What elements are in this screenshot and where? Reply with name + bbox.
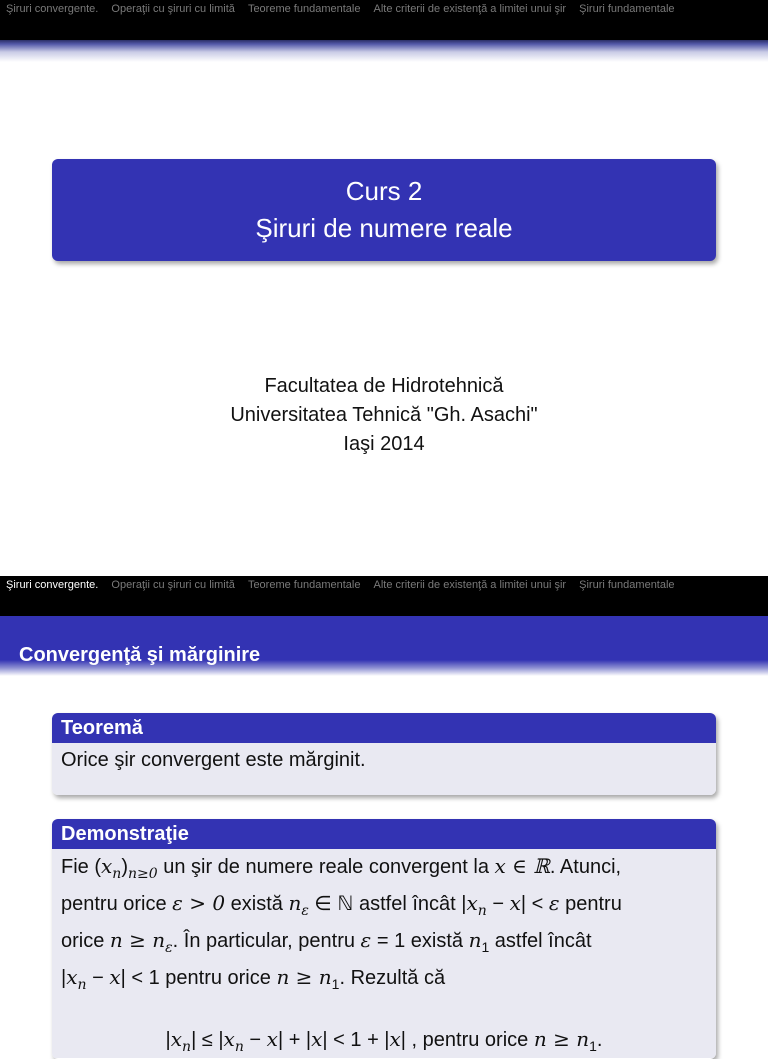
proof-text: − — [86, 967, 110, 989]
faculty-name: Facultatea de Hidrotehnică — [264, 375, 504, 397]
proof-text: un şir de numere reale convergent la — [157, 856, 495, 878]
nav-item-teoreme[interactable]: Teoreme fundamentale — [247, 579, 361, 591]
theorem-body: Orice şir convergent este mărginit. — [52, 743, 716, 795]
proof-body — [52, 849, 716, 1058]
proof-text: există — [225, 893, 289, 915]
math-n: n ≥ n — [109, 928, 166, 952]
nav-item-siruri-fundamentale[interactable]: Şiruri fundamentale — [579, 3, 675, 15]
proof-formula — [61, 1025, 707, 1059]
math-epsilon: ε — [548, 891, 560, 915]
title-box — [52, 159, 716, 261]
math-sub: 1 — [589, 1038, 597, 1054]
frame-title: Convergenţă şi mărginire — [19, 644, 261, 666]
nav-item-siruri-fundamentale[interactable]: Şiruri fundamentale — [579, 579, 675, 591]
proof-text: = 1 există — [371, 930, 469, 952]
proof-text: | < 1 pentru orice — [120, 967, 277, 989]
math-x: x — [223, 1027, 235, 1051]
nav-item-operatii[interactable]: Operaţii cu şiruri cu limită — [111, 579, 235, 591]
math-sub: n — [477, 903, 487, 919]
math-x-in-r: x ∈ ℝ — [494, 854, 550, 878]
math-n: n ≥ n — [276, 965, 332, 989]
nav-item-siruri-convergente[interactable]: Şiruri convergente. — [6, 3, 99, 15]
proof-text: . Rezultă că — [339, 967, 446, 989]
proof-title: Demonstraţie — [52, 819, 716, 849]
proof-text: | < — [520, 893, 549, 915]
proof-line-4 — [61, 963, 707, 1000]
navigation-bar — [0, 576, 768, 616]
city-year: Iaşi 2014 — [343, 433, 425, 455]
math-x: x — [66, 965, 78, 989]
course-subtitle: Şiruri de numere reale — [255, 213, 513, 243]
math-n: n — [468, 928, 482, 952]
math-x: x — [170, 1027, 183, 1051]
proof-text: − — [243, 1029, 267, 1051]
proof-line-3 — [61, 926, 707, 963]
proof-text: orice — [61, 930, 110, 952]
math-x: x — [466, 891, 478, 915]
math-x: x — [389, 1027, 401, 1051]
math-x: x — [509, 891, 521, 915]
math-n: n ≥ n — [533, 1027, 590, 1051]
math-x: x — [109, 965, 121, 989]
proof-text: . — [596, 1029, 603, 1051]
proof-text: − — [486, 893, 510, 915]
math-sub: ε — [165, 940, 173, 956]
proof-text: astfel încât — [489, 930, 592, 952]
proof-text: . În particular, pentru — [172, 930, 361, 952]
math-epsilon: ε — [360, 928, 372, 952]
nav-item-teoreme[interactable]: Teoreme fundamentale — [247, 3, 361, 15]
math-x: x — [101, 854, 113, 878]
proof-text: | — [165, 1029, 171, 1051]
nav-item-alte-criterii[interactable]: Alte criterii de existenţă a limitei unui şir — [373, 579, 567, 591]
math-x: x — [311, 1027, 323, 1051]
math-sub: 1 — [481, 939, 490, 955]
math-sub: ε — [301, 903, 309, 919]
proof-block — [52, 819, 716, 1059]
math-sub: 1 — [331, 976, 340, 992]
proof-text: ∈ ℕ astfel încât | — [308, 893, 467, 915]
math-sub: n — [182, 1039, 192, 1055]
math-x: x — [266, 1027, 278, 1051]
course-title: Curs 2 — [345, 176, 423, 206]
math-sub: n — [112, 866, 122, 882]
math-sub: n≥0 — [127, 866, 158, 882]
proof-text: pentru — [559, 893, 622, 915]
proof-text: ) — [121, 856, 128, 878]
math-sub: n — [77, 977, 87, 993]
theorem-title: Teoremă — [52, 713, 716, 743]
nav-item-operatii[interactable]: Operaţii cu şiruri cu limită — [111, 3, 235, 15]
proof-text: pentru orice — [61, 893, 173, 915]
theorem-block — [52, 713, 716, 795]
proof-text: | ≤ | — [191, 1029, 224, 1051]
proof-text: | + | — [277, 1029, 312, 1051]
proof-text: | , pentru orice — [400, 1029, 534, 1051]
proof-text: Fie ( — [61, 856, 101, 878]
proof-text: . Atunci, — [549, 856, 622, 878]
math-sub: n — [234, 1039, 244, 1055]
proof-line-2 — [61, 889, 707, 926]
math-epsilon: ε > 0 — [172, 891, 226, 915]
nav-item-siruri-convergente[interactable]: Şiruri convergente. — [6, 579, 99, 591]
math-n: n — [288, 891, 302, 915]
nav-item-alte-criterii[interactable]: Alte criterii de existenţă a limitei unui şir — [373, 3, 567, 15]
proof-line-1 — [61, 852, 707, 889]
navigation-shadow — [0, 40, 768, 62]
proof-text: | — [61, 967, 67, 989]
navigation-bar — [0, 0, 768, 40]
proof-text: | < 1 + | — [322, 1029, 390, 1051]
institution-info — [0, 372, 768, 459]
university-name: Universitatea Tehnică "Gh. Asachi" — [230, 404, 538, 426]
title-slide — [0, 0, 768, 512]
